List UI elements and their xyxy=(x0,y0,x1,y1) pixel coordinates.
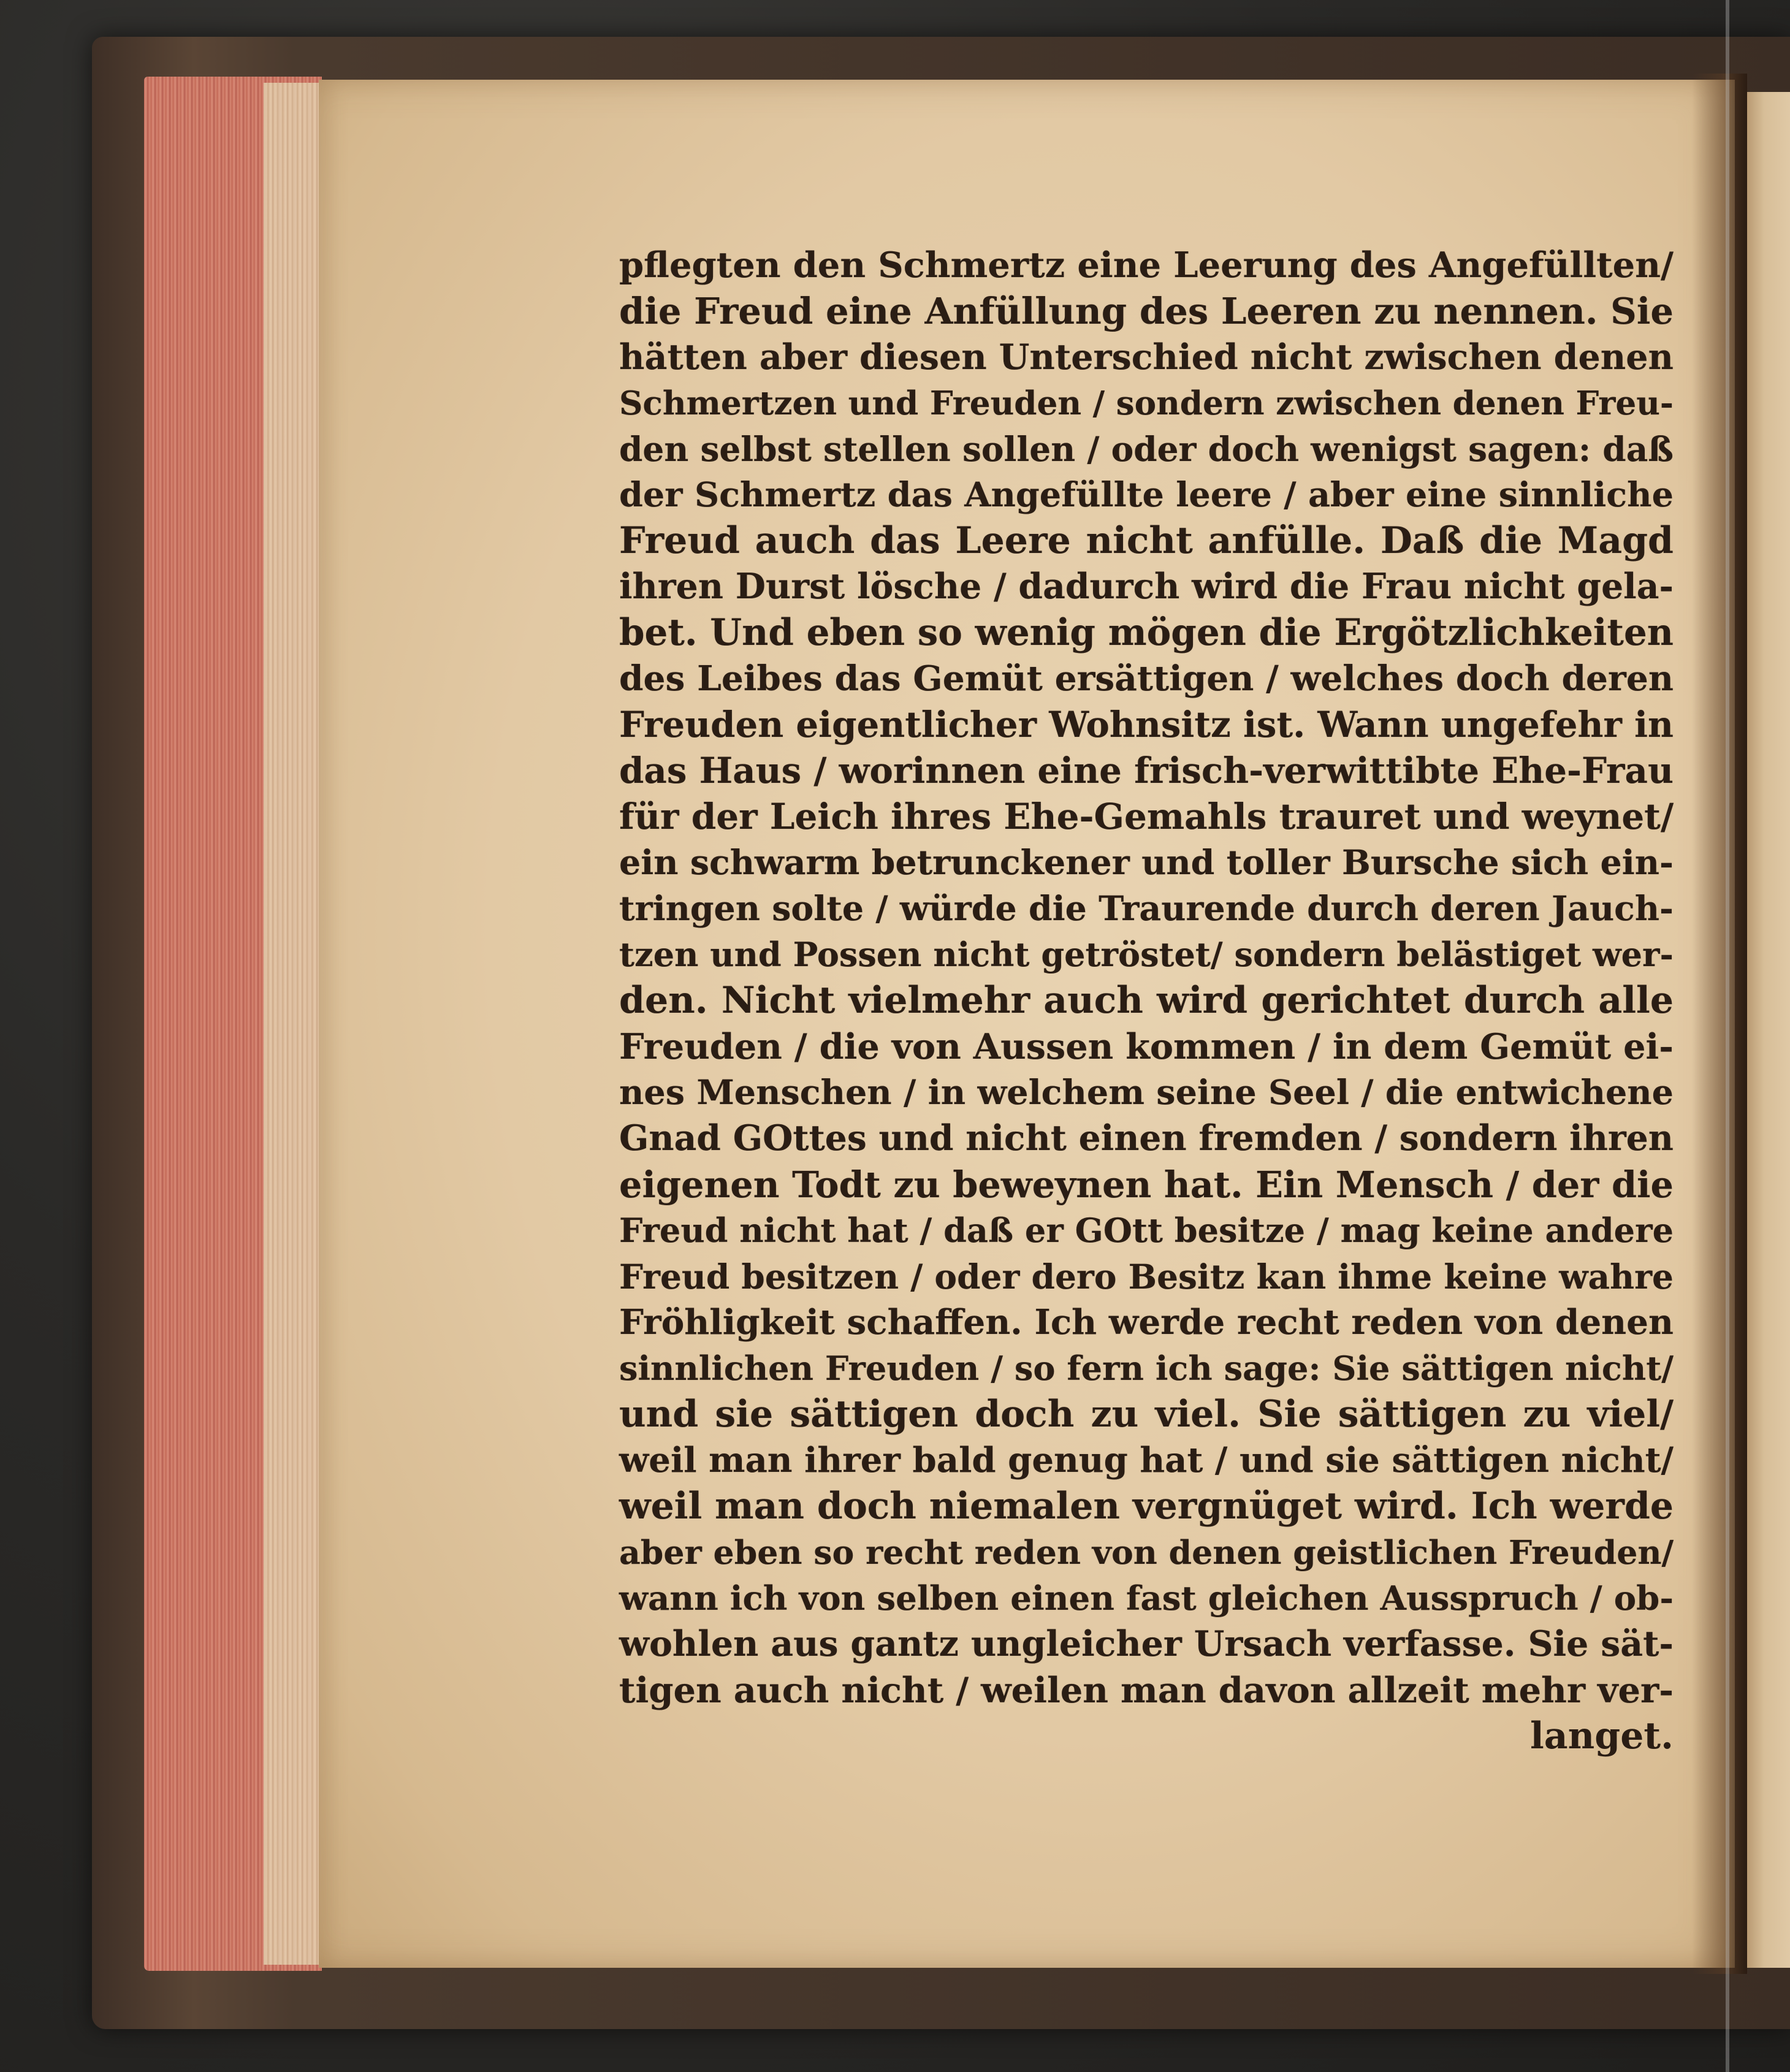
text-line: tzen und Possen nicht getröstet/ sondern belästiget wer- xyxy=(619,935,1674,974)
text-line: der Schmertz das Angefüllte leere / aber eine sinnliche xyxy=(619,475,1674,515)
text-line: weil man doch niemalen vergnüget wird. Ich werde xyxy=(619,1485,1674,1528)
text-line: Schmertzen und Freuden / sondern zwischen denen Freu- xyxy=(619,384,1674,422)
right-page-sliver xyxy=(1747,92,1790,1968)
text-line: die Freud eine Anfüllung des Leeren zu nennen. Sie xyxy=(619,289,1674,332)
text-line: ihren Durst lösche / dadurch wird die Frau nicht gela- xyxy=(619,566,1674,607)
book-gutter xyxy=(1692,74,1747,1974)
catchword: langet. xyxy=(1529,1715,1674,1758)
text-line: Freuden / die von Aussen kommen / in dem Gemüt ei- xyxy=(619,1026,1674,1067)
text-line: wann ich von selben einen fast gleichen Ausspruch / ob- xyxy=(619,1579,1674,1618)
page-edge-inner xyxy=(264,83,322,1965)
text-line: Freud besitzen / oder dero Besitz kan ihme keine wahre xyxy=(619,1257,1674,1297)
text-line: sinnlichen Freuden / so fern ich sage: Sie sättigen nicht/ xyxy=(619,1349,1674,1388)
text-line: und sie sättigen doch zu viel. Sie sättigen zu viel/ xyxy=(619,1393,1674,1436)
text-line: aber eben so recht reden von denen geistlichen Freuden/ xyxy=(619,1533,1674,1572)
text-line: hätten aber diesen Unterschied nicht zwischen denen xyxy=(619,337,1674,378)
text-line: Fröhligkeit schaffen. Ich werde recht reden von denen xyxy=(619,1302,1674,1343)
text-line: tigen auch nicht / weilen man davon allzeit mehr ver- xyxy=(619,1669,1674,1711)
scanner-glass-edge xyxy=(1726,0,1729,2072)
text-line: Gnad GOttes und nicht einen fremden / sondern ihren xyxy=(619,1118,1674,1159)
text-line: Freud nicht hat / daß er GOtt besitze / mag keine andere xyxy=(619,1211,1674,1250)
page-text-block xyxy=(619,242,1674,1759)
text-line: tringen solte / würde die Traurende durch deren Jauch- xyxy=(619,889,1674,929)
text-line: des Leibes das Gemüt ersättigen / welches doch deren xyxy=(619,658,1674,699)
text-line: eigenen Todt zu beweynen hat. Ein Mensch / der die xyxy=(619,1164,1674,1206)
text-line: das Haus / worinnen eine frisch-verwittibte Ehe-Frau xyxy=(619,750,1674,791)
text-line: den. Nicht vielmehr auch wird gerichtet durch alle xyxy=(619,979,1674,1022)
text-line: für der Leich ihres Ehe-Gemahls trauret und weynet/ xyxy=(619,796,1674,837)
text-line: weil man ihrer bald genug hat / und sie sättigen nicht/ xyxy=(619,1440,1674,1480)
text-line: pflegten den Schmertz eine Leerung des Angefüllten/ xyxy=(619,244,1674,286)
text-line: ein schwarm betrunckener und toller Bursche sich ein- xyxy=(619,843,1674,883)
text-line: wohlen aus gantz ungleicher Ursach verfasse. Sie sät- xyxy=(619,1624,1674,1664)
text-line: Freuden eigentlicher Wohnsitz ist. Wann ungefehr in xyxy=(619,704,1674,745)
text-line: bet. Und eben so wenig mögen die Ergötzlichkeiten xyxy=(619,611,1674,654)
text-line: Freud auch das Leere nicht anfülle. Daß die Magd xyxy=(619,519,1674,562)
text-line: nes Menschen / in welchem seine Seel / die entwichene xyxy=(619,1073,1674,1113)
text-line: den selbst stellen sollen / oder doch wenigst sagen: daß xyxy=(619,429,1674,469)
